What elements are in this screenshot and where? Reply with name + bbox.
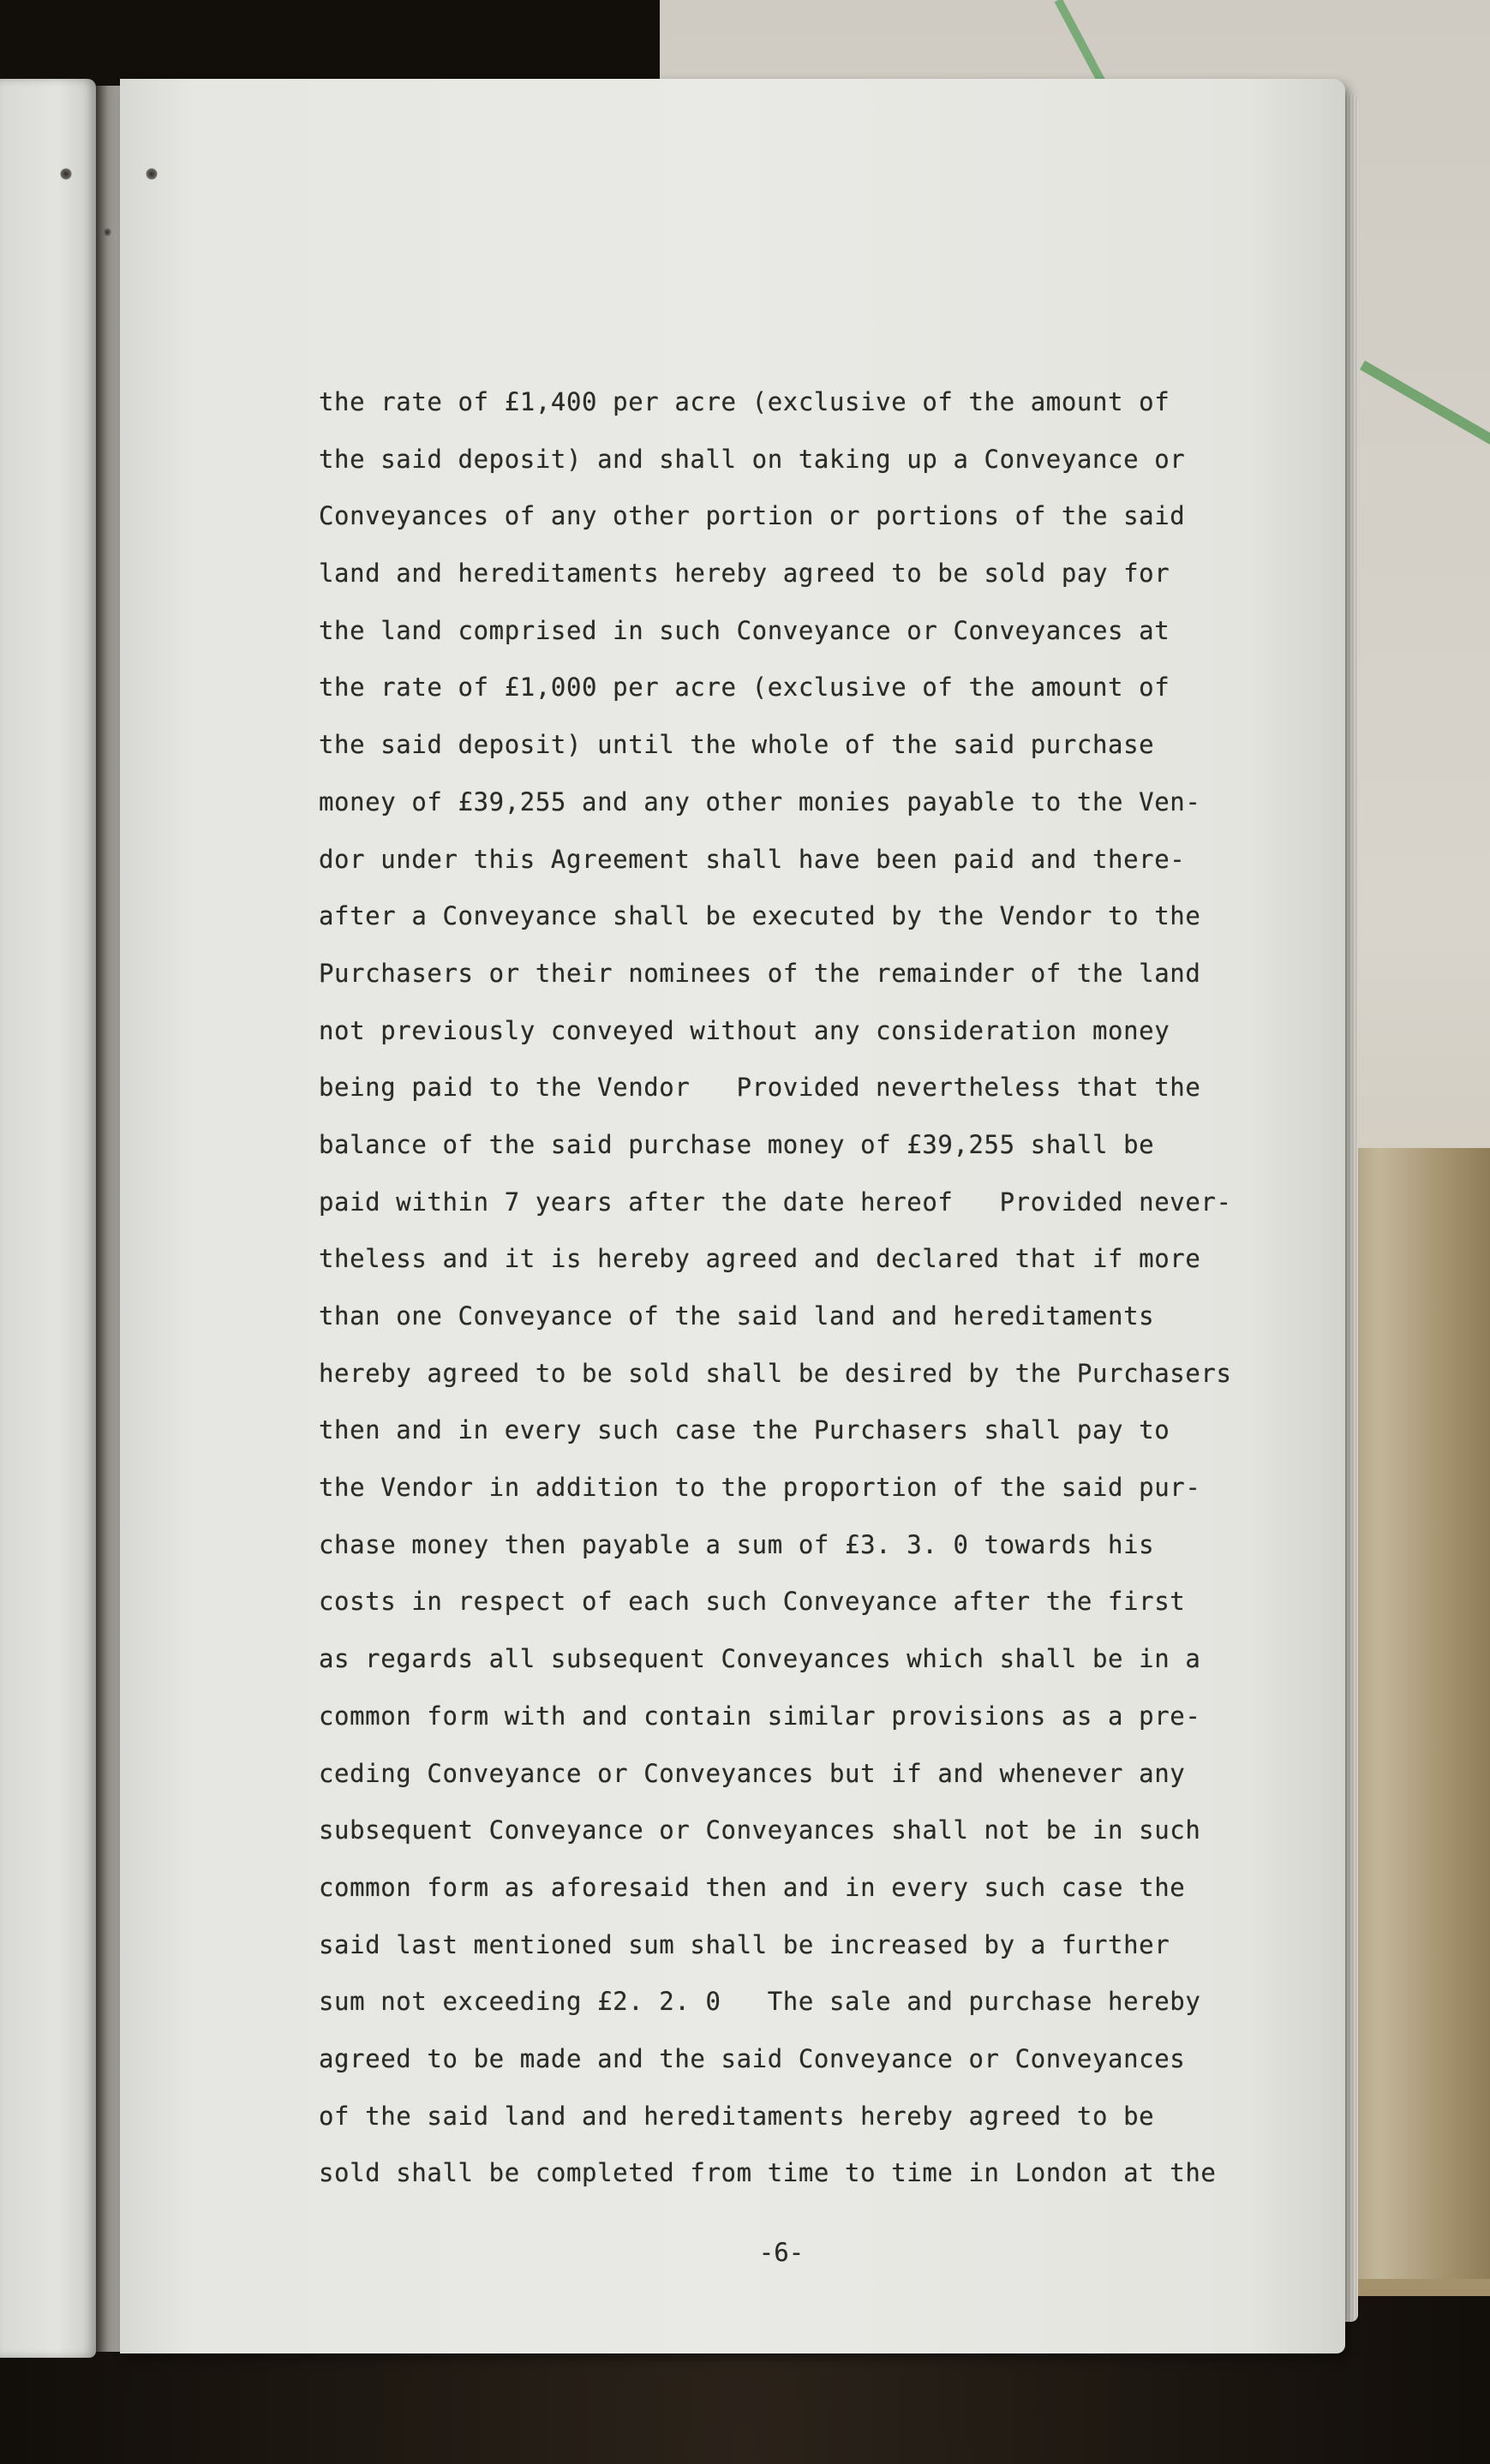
- text-line: hereby agreed to be sold shall be desired by the Purchasers: [319, 1358, 1232, 1388]
- text-line: as regards all subsequent Conveyances which shall be in a: [319, 1644, 1201, 1674]
- text-line: the rate of £1,000 per acre (exclusive of the amount of: [319, 673, 1170, 703]
- text-line: money of £39,255 and any other monies payable to the Ven-: [319, 786, 1201, 816]
- text-line: Conveyances of any other portion or portions of the said: [319, 501, 1186, 531]
- text-line: ceding Conveyance or Conveyances but if and whenever any: [319, 1758, 1186, 1788]
- text-line: chase money then payable a sum of £3. 3. 0 towards his: [319, 1529, 1155, 1559]
- text-line: not previously conveyed without any consideration money: [319, 1015, 1170, 1045]
- punch-hole: [60, 168, 72, 180]
- text-line: paid within 7 years after the date hereof Provided never-: [319, 1187, 1232, 1217]
- text-line: land and hereditaments hereby agreed to be sold pay for: [319, 559, 1170, 589]
- text-line: after a Conveyance shall be executed by the Vendor to the: [319, 901, 1201, 931]
- text-line: of the said land and hereditaments hereby agreed to be: [319, 2101, 1155, 2131]
- text-line: the rate of £1,400 per acre (exclusive of the amount of: [319, 387, 1170, 416]
- text-line: balance of the said purchase money of £39,255 shall be: [319, 1129, 1155, 1159]
- text-line: sold shall be completed from time to time in London at the: [319, 2158, 1217, 2188]
- text-line: the said deposit) until the whole of the said purchase: [319, 730, 1155, 760]
- text-line: agreed to be made and the said Conveyance or Conveyances: [319, 2043, 1186, 2073]
- text-line: then and in every such case the Purchasers shall pay to: [319, 1415, 1170, 1445]
- text-line: said last mentioned sum shall be increased by a further: [319, 1929, 1170, 1959]
- text-line: common form with and contain similar provisions as a pre-: [319, 1701, 1201, 1731]
- text-line: costs in respect of each such Conveyance after the first: [319, 1587, 1186, 1617]
- text-line: subsequent Conveyance or Conveyances shall not be in such: [319, 1815, 1201, 1845]
- text-line: than one Conveyance of the said land and hereditaments: [319, 1301, 1155, 1331]
- text-line: theless and it is hereby agreed and declared that if more: [319, 1244, 1201, 1274]
- text-line: the Vendor in addition to the proportion of the said pur-: [319, 1473, 1201, 1503]
- text-line: Purchasers or their nominees of the remainder of the land: [319, 958, 1201, 988]
- text-line: being paid to the Vendor Provided nevertheless that the: [319, 1073, 1201, 1103]
- text-line: common form as aforesaid then and in every such case the: [319, 1872, 1186, 1902]
- text-line: the said deposit) and shall on taking up a Conveyance or: [319, 444, 1186, 474]
- text-line: dor under this Agreement shall have been paid and there-: [319, 844, 1186, 874]
- text-line: sum not exceeding £2. 2. 0 The sale and purchase hereby: [319, 1987, 1201, 2017]
- page-number: -6-: [758, 2238, 805, 2267]
- text-line: the land comprised in such Conveyance or Conveyances at: [319, 615, 1170, 645]
- typed-text-body: [319, 381, 1330, 2210]
- punch-hole: [103, 228, 111, 236]
- punch-hole: [146, 168, 158, 180]
- previous-page-edge: [0, 79, 96, 2358]
